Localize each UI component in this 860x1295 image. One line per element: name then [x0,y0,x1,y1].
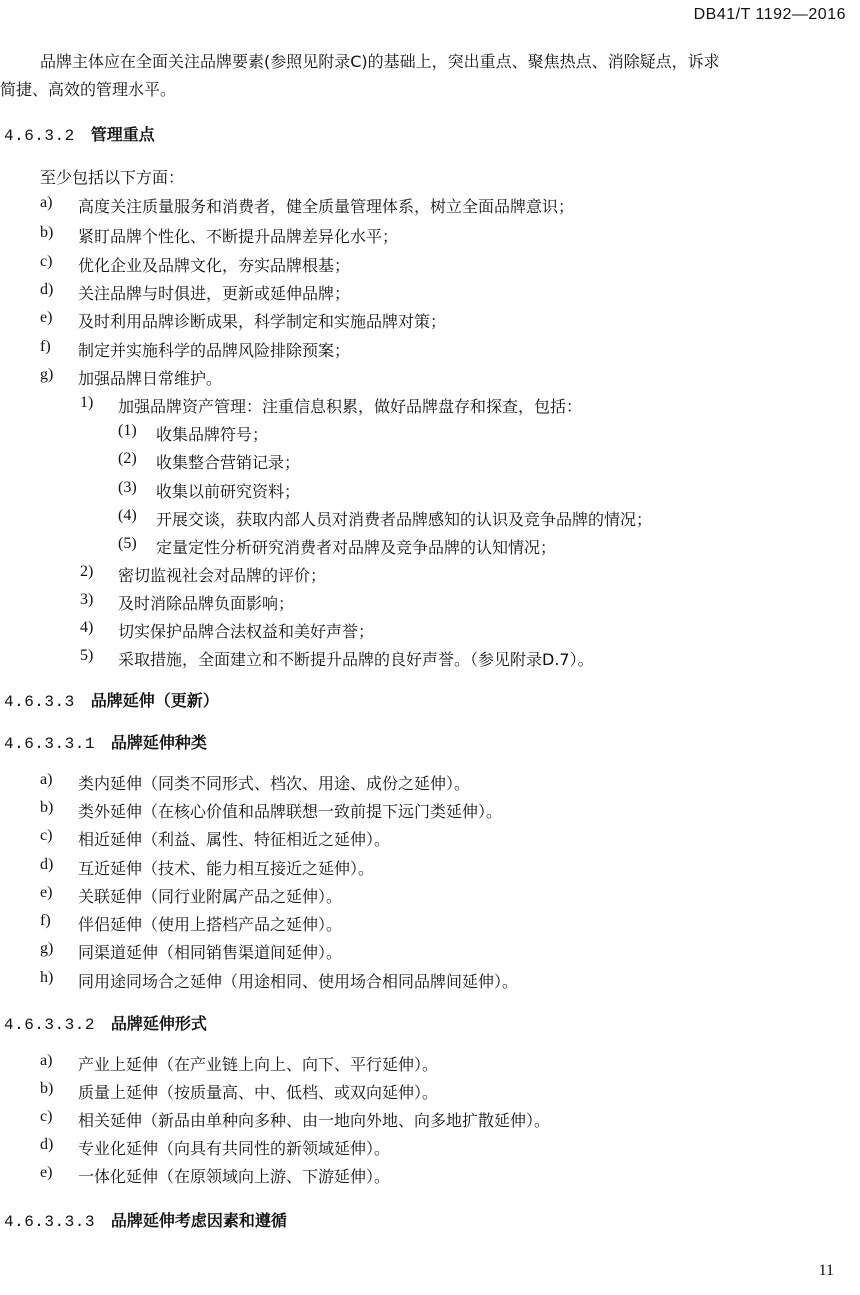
list-text: 加强品牌资产管理：注重信息积累，做好品牌盘存和探查，包括： [118,397,583,416]
list-text: 产业上延伸（在产业链上向上、向下、平行延伸）。 [78,1055,439,1074]
list-marker: e) [40,884,53,901]
list-item [40,969,518,992]
list-marker: (1) [118,422,137,439]
sub-list-item [80,619,374,642]
section-title: 品牌延伸考虑因素和遵循 [110,1211,287,1230]
list-item [40,338,350,361]
list-marker: a) [40,771,53,788]
list-item [40,827,390,850]
sub-list-item [80,394,582,417]
intro-line-2: 简捷、高效的管理水平。 [0,80,177,99]
page-number: 11 [818,1262,834,1279]
section-title: 品牌延伸种类 [110,733,207,752]
list-marker: (5) [118,535,137,552]
list-text: 相近延伸（利益、属性、特征相近之延伸）。 [78,830,391,849]
list-text: 及时利用品牌诊断成果，科学制定和实施品牌对策； [78,312,447,331]
document-code: DB41/T 1192—2016 [693,6,846,23]
list-marker: f) [40,912,51,929]
list-item [40,366,222,389]
list-item [40,1136,390,1159]
list-marker: d) [40,1136,54,1153]
list-item [40,856,374,879]
list-marker: 1) [80,394,94,411]
list-marker: e) [40,309,53,326]
list-text: 互近延伸（技术、能力相互接近之延伸）。 [78,859,375,878]
sub-sub-list-item [118,422,268,445]
list-text: 关注品牌与时俱进，更新或延伸品牌； [78,284,351,303]
list-text: 收集品牌符号； [156,425,269,444]
section-title: 品牌延伸（更新） [90,691,219,710]
list-marker: 3) [80,591,94,608]
section-heading-4-6-3-3 [4,688,219,711]
section-heading-4-6-3-3-3 [4,1208,287,1231]
list-item [40,884,342,907]
list-marker: 5) [80,647,94,664]
list-marker: (2) [118,450,137,467]
list-item [40,281,350,304]
section-heading-4-6-3-2 [4,122,155,145]
list-text: 专业化延伸（向具有共同性的新领域延伸）。 [78,1139,391,1158]
list-marker: c) [40,253,53,270]
list-item [40,1108,550,1131]
section-number: 4.6.3.3.3 [4,1213,95,1231]
list-item [40,940,342,963]
list-item [40,1080,438,1103]
section-number: 4.6.3.3.1 [4,735,95,753]
list-text: 质量上延伸（按质量高、中、低档、或双向延伸）。 [78,1083,439,1102]
lead-text: 至少包括以下方面： [40,168,185,187]
list-marker: c) [40,827,53,844]
list-text: 高度关注质量服务和消费者，健全质量管理体系，树立全面品牌意识； [78,197,575,216]
list-marker: 4) [80,619,94,636]
list-marker: e) [40,1164,53,1181]
list-marker: b) [40,1080,54,1097]
list-text: 类内延伸（同类不同形式、档次、用途、成份之延伸）。 [78,774,471,793]
list-text: 同用途同场合之延伸（用途相同、使用场合相同品牌间延伸）。 [78,972,519,991]
list-text: 定量定性分析研究消费者对品牌及竞争品牌的认知情况； [156,538,557,557]
list-marker: a) [40,194,53,211]
list-text: 关联延伸（同行业附属产品之延伸）。 [78,887,343,906]
list-text: 优化企业及品牌文化，夯实品牌根基； [78,256,351,275]
list-item [40,253,350,276]
list-text: 一体化延伸（在原领域向上游、下游延伸）。 [78,1167,391,1186]
list-text: 类外延伸（在核心价值和品牌联想一致前提下远门类延伸）。 [78,802,503,821]
list-text: 伴侣延伸（使用上搭档产品之延伸）。 [78,915,343,934]
list-marker: g) [40,366,54,383]
section-number: 4.6.3.3.2 [4,1016,95,1034]
section-title: 管理重点 [90,125,155,144]
list-marker: 2) [80,563,94,580]
list-marker: (4) [118,507,137,524]
list-marker: b) [40,799,54,816]
sub-list-item [80,563,326,586]
section-number: 4.6.3.3 [4,693,75,711]
list-marker: d) [40,856,54,873]
list-marker: b) [40,224,54,241]
list-text: 开展交谈，获取内部人员对消费者品牌感知的认识及竞争品牌的情况； [156,510,653,529]
list-text: 相关延伸（新品由单种向多种、由一地向外地、向多地扩散延伸）。 [78,1111,551,1130]
section-number: 4.6.3.2 [4,127,75,145]
sub-sub-list-item [118,450,300,473]
list-marker: c) [40,1108,53,1125]
sub-sub-list-item [118,507,652,530]
section-title: 品牌延伸形式 [110,1014,207,1033]
section-heading-4-6-3-3-1 [4,730,207,753]
list-text: 密切监视社会对品牌的评价； [118,566,327,585]
list-text: 制定并实施科学的品牌风险排除预案； [78,341,351,360]
list-text: 采取措施，全面建立和不断提升品牌的良好声誉。（参见附录D.7）。 [118,650,594,669]
list-item [40,309,446,332]
list-item [40,912,342,935]
list-text: 切实保护品牌合法权益和美好声誉； [118,622,375,641]
intro-paragraph [0,48,846,104]
list-item [40,771,470,794]
list-item [40,194,574,217]
list-marker: a) [40,1052,53,1069]
intro-line-1: 品牌主体应在全面关注品牌要素(参照见附录C)的基础上，突出重点、聚焦热点、消除疑点，诉求 [40,52,720,71]
sub-sub-list-item [118,479,300,502]
list-text: 收集以前研究资料； [156,482,301,501]
list-item [40,1164,390,1187]
list-text: 收集整合营销记录； [156,453,301,472]
section-heading-4-6-3-3-2 [4,1011,207,1034]
sub-list-item [80,647,594,670]
list-text: 紧盯品牌个性化、不断提升品牌差异化水平； [78,227,399,246]
list-text: 及时消除品牌负面影响； [118,594,295,613]
list-marker: g) [40,940,54,957]
list-text: 同渠道延伸（相同销售渠道间延伸）。 [78,943,343,962]
sub-list-item [80,591,294,614]
list-marker: h) [40,969,54,986]
list-text: 加强品牌日常维护。 [78,369,223,388]
list-item [40,1052,438,1075]
sub-sub-list-item [118,535,556,558]
list-item [40,799,502,822]
list-marker: f) [40,338,51,355]
list-item [40,224,398,247]
list-marker: d) [40,281,54,298]
list-marker: (3) [118,479,137,496]
